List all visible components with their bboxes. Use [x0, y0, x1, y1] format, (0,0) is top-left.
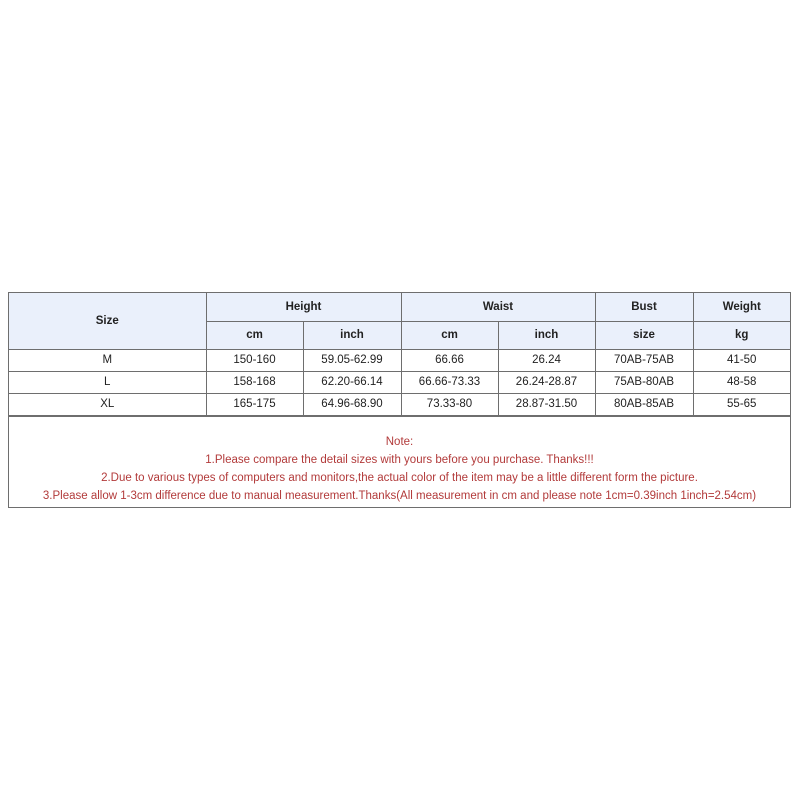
bust-size-cell: 70AB-75AB: [595, 349, 693, 371]
table-row: [9, 349, 790, 371]
height-inch-unit: inch: [303, 321, 401, 349]
waist-inch-cell: 26.24: [498, 349, 595, 371]
height-inch-cell: 59.05-62.99: [303, 349, 401, 371]
waist-inch-cell: 28.87-31.50: [498, 393, 595, 415]
waist-cm-cell: 73.33-80: [401, 393, 498, 415]
bust-unit: size: [595, 321, 693, 349]
weight-header: Weight: [693, 293, 790, 321]
size-cell: XL: [9, 393, 206, 415]
height-inch-cell: 64.96-68.90: [303, 393, 401, 415]
note-line-2: 2.Due to various types of computers and monitors,the actual color of the item may be a little different form the picture.: [101, 471, 698, 484]
height-cm-cell: 150-160: [206, 349, 303, 371]
height-cm-cell: 165-175: [206, 393, 303, 415]
height-header: Height: [206, 293, 401, 321]
waist-inch-unit: inch: [498, 321, 595, 349]
height-cm-cell: 158-168: [206, 371, 303, 393]
weight-kg-cell: 41-50: [693, 349, 790, 371]
waist-inch-cell: 26.24-28.87: [498, 371, 595, 393]
size-column-header: Size: [9, 293, 206, 349]
waist-cm-cell: 66.66-73.33: [401, 371, 498, 393]
table-row: [9, 371, 790, 393]
note-title: Note:: [385, 435, 414, 448]
bust-size-cell: 80AB-85AB: [595, 393, 693, 415]
weight-kg-cell: 48-58: [693, 371, 790, 393]
table-row: [9, 393, 790, 415]
note-line-1: 1.Please compare the detail sizes with yours before you purchase. Thanks!!!: [205, 453, 594, 466]
size-chart: [8, 292, 791, 508]
bust-size-cell: 75AB-80AB: [595, 371, 693, 393]
bust-header: Bust: [595, 293, 693, 321]
note-line-3: 3.Please allow 1-3cm difference due to manual measurement.Thanks(All measurement in cm and please note 1cm=0.39inch 1inch=2.54cm): [42, 489, 757, 502]
waist-cm-unit: cm: [401, 321, 498, 349]
size-cell: L: [9, 371, 206, 393]
notes-section: [9, 416, 790, 507]
size-table: [9, 293, 790, 416]
weight-unit: kg: [693, 321, 790, 349]
weight-kg-cell: 55-65: [693, 393, 790, 415]
height-inch-cell: 62.20-66.14: [303, 371, 401, 393]
height-cm-unit: cm: [206, 321, 303, 349]
waist-header: Waist: [401, 293, 595, 321]
waist-cm-cell: 66.66: [401, 349, 498, 371]
size-cell: M: [9, 349, 206, 371]
